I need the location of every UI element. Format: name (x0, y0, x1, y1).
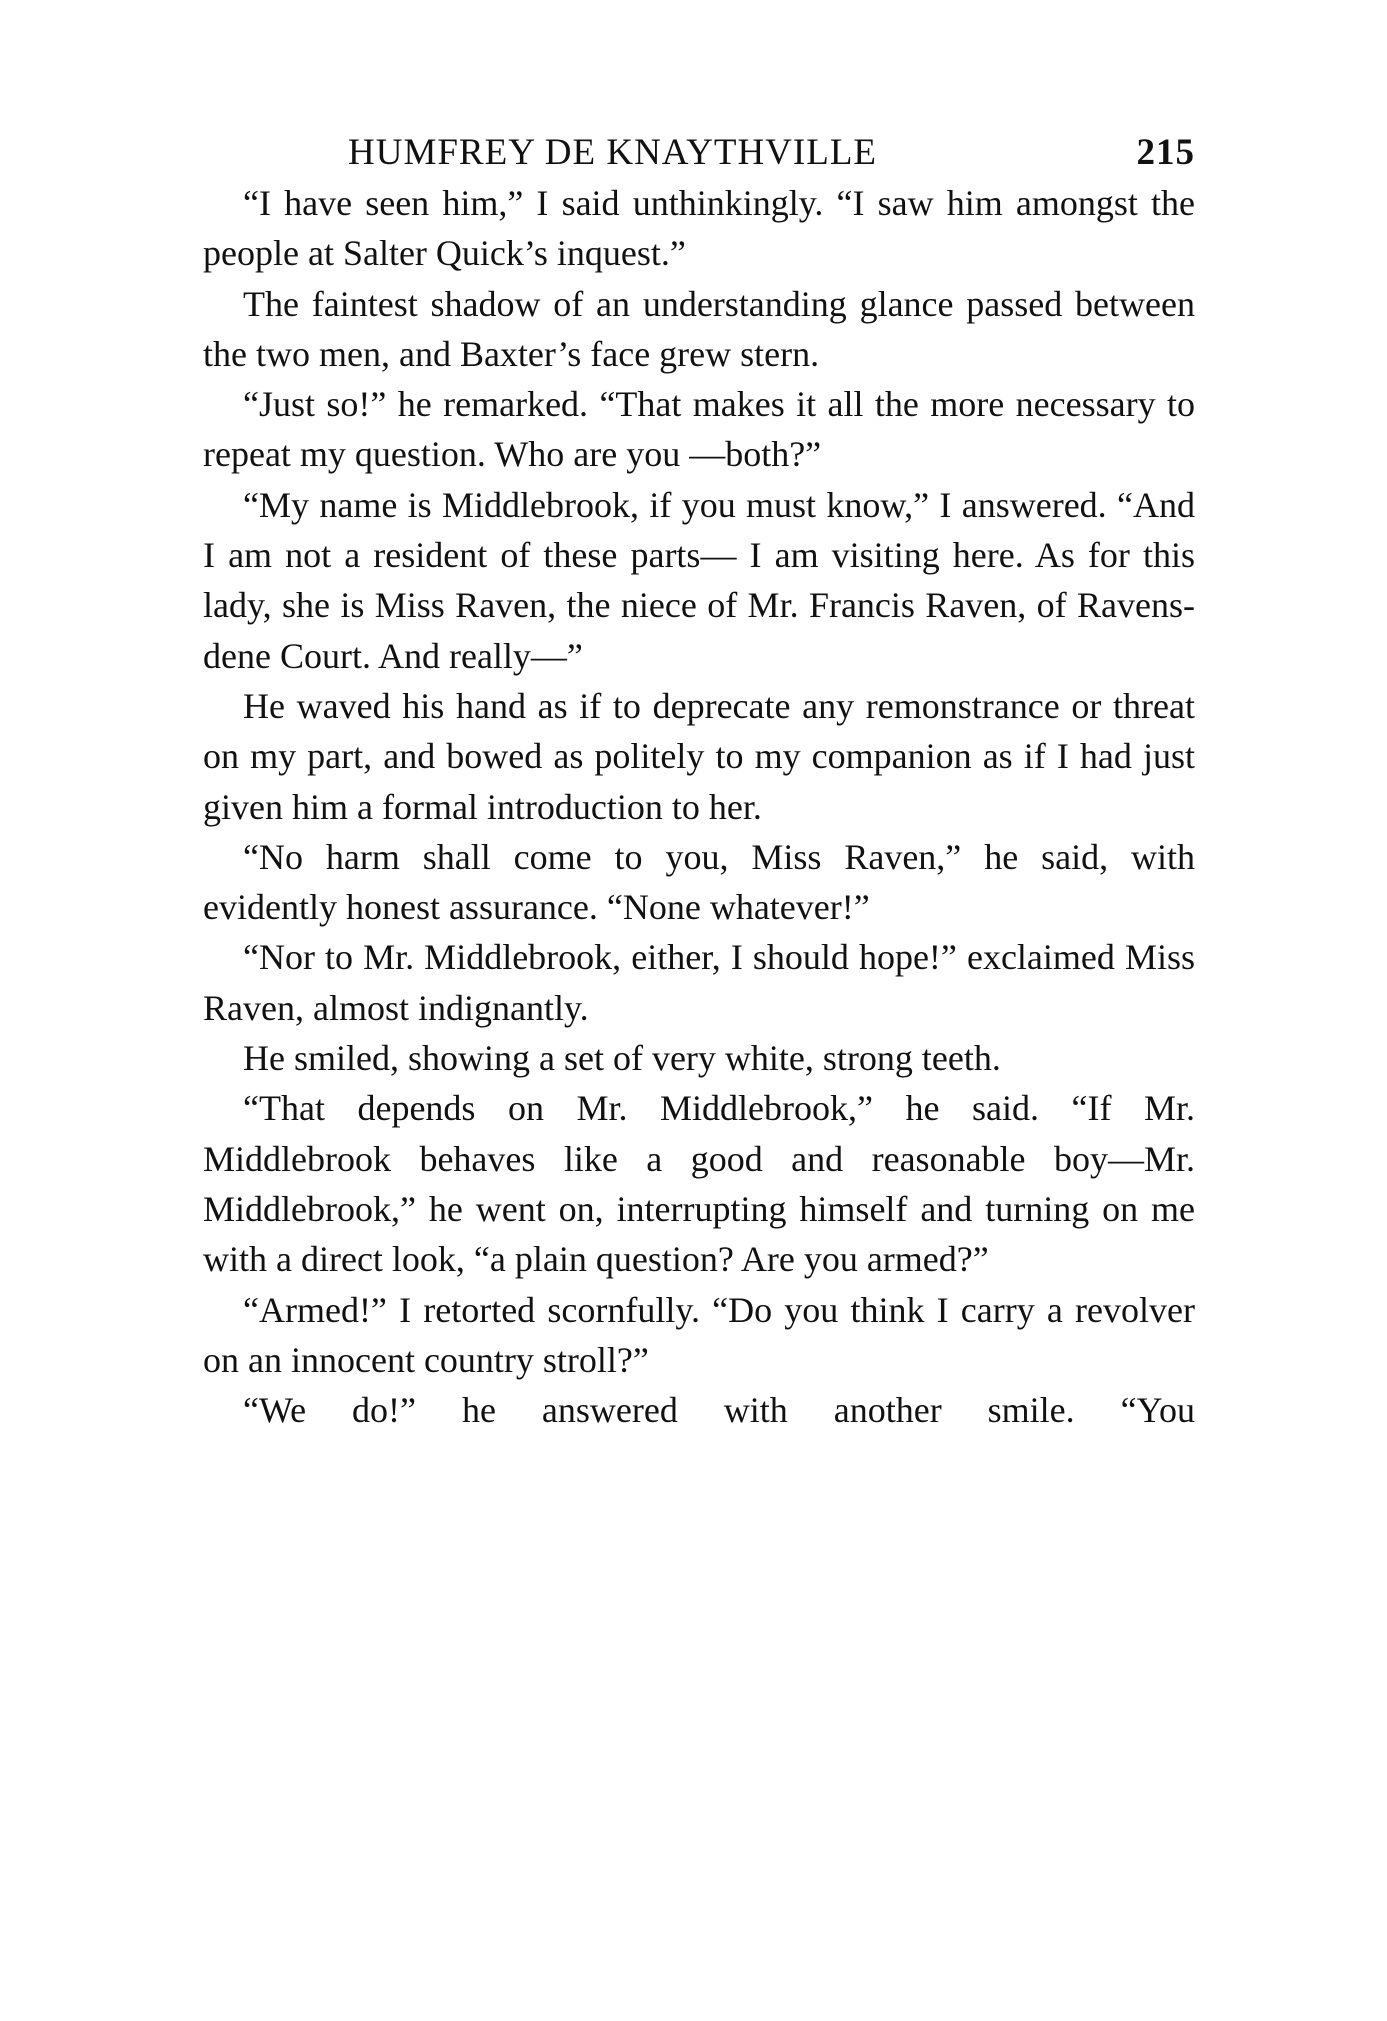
running-title: HUMFREY DE KNAYTHVILLE (348, 132, 878, 173)
book-page (203, 128, 1195, 1435)
paragraph: “That depends on Mr. Middlebrook,” he said. “If Mr. Middlebrook behaves like a good and reasonable boy—Mr. Middlebrook,” he went on, interrupting himself and turning on me with a direct look, “a plain question? Are you armed?” (203, 1088, 1195, 1280)
running-head (203, 128, 1195, 178)
paragraph: “We do!” he answered with another smile. “You (243, 1390, 1195, 1431)
paragraph: He waved his hand as if to deprecate any remonstrance or threat on my part, and bowed as politely to my companion as if I had just given him a formal introduction to her. (203, 685, 1195, 827)
paragraph: He smiled, showing a set of very white, strong teeth. (243, 1038, 1001, 1079)
paragraph: “Armed!” I retorted scornfully. “Do you think I carry a revolver on an innocent country stroll?” (203, 1289, 1195, 1380)
paragraph: “Just so!” he remarked. “That makes it all the more necessary to repeat my question. Who are you —both?” (203, 384, 1195, 475)
paragraph: “No harm shall come to you, Miss Raven,” he said, with evidently honest assurance. “None whatever!” (203, 836, 1195, 928)
paragraph: “I have seen him,” I said unthinkingly. “I saw him amongst the people at Salter Quick’s inquest.” (203, 183, 1195, 274)
paragraph: “Nor to Mr. Middlebrook, either, I should hope!” exclaimed Miss Raven, almost indignantly. (203, 937, 1195, 1028)
text-body (203, 178, 1195, 1435)
page-number: 215 (1136, 132, 1195, 173)
paragraph: The faintest shadow of an understanding glance passed between the two men, and Baxter’s face grew stern. (203, 283, 1195, 374)
paragraph: “My name is Middlebrook, if you must know,” I answered. “And I am not a resident of these parts— I am visiting here. As for this lady, she is Miss Raven, the niece of Mr. Francis Raven, of Ravensdene Court. And really—” (203, 484, 1195, 676)
